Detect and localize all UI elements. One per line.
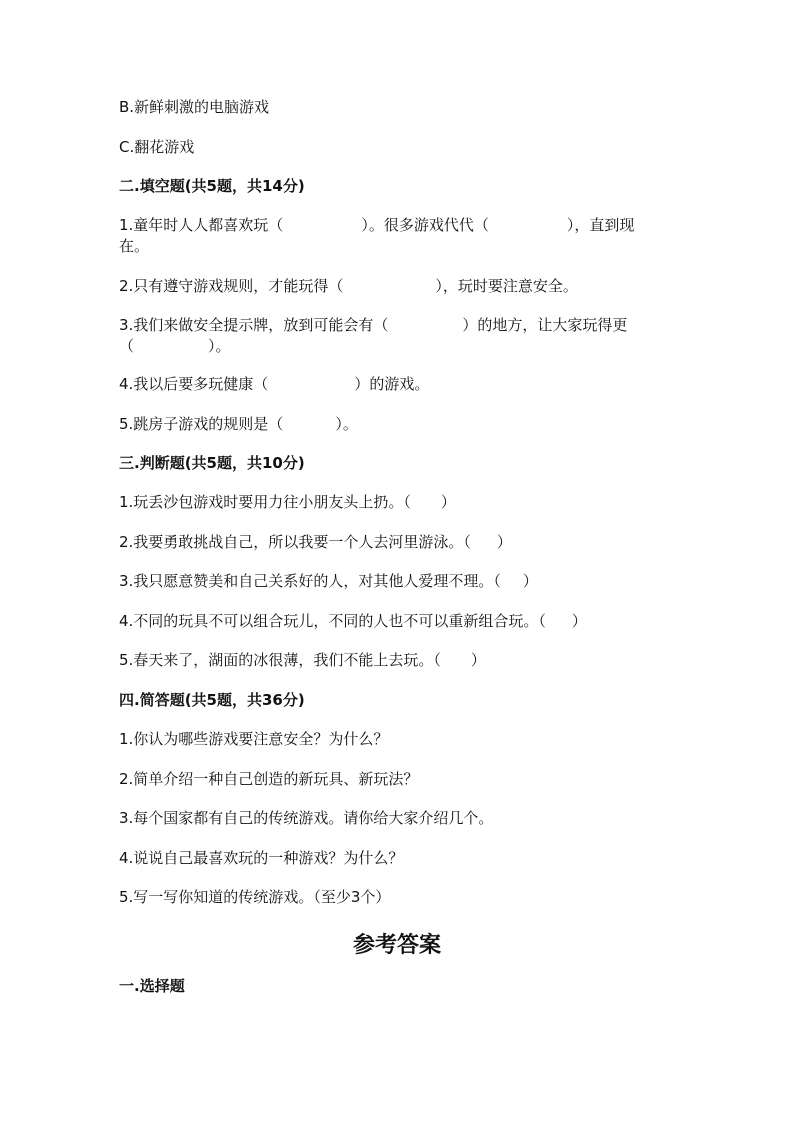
tf1-text-b: ） xyxy=(440,493,456,511)
short-answer-q1: 1.你认为哪些游戏要注意安全？为什么？ xyxy=(119,730,389,748)
short-answer-q5: 5.写一写你知道的传统游戏。（至少3个） xyxy=(119,888,391,906)
short-answer-q3: 3.每个国家都有自己的传统游戏。请你给大家介绍几个。 xyxy=(119,809,494,827)
true-false-q5 xyxy=(119,650,486,670)
option-b: B.新鲜刺激的电脑游戏 xyxy=(119,98,270,116)
fill-blank-q2 xyxy=(119,276,578,296)
fill-blank-heading: 二.填空题(共5题，共14分) xyxy=(119,177,305,195)
fill-blank-q5 xyxy=(119,414,358,434)
answers-section-heading: 一.选择题 xyxy=(119,977,185,995)
fill-blank-q1-cont: 在。 xyxy=(119,237,150,255)
q1-text-a: 1.童年时人人都喜欢玩（ xyxy=(119,216,284,234)
q3-text-d: ）。 xyxy=(208,337,231,355)
q3-text-c: （ xyxy=(119,337,135,355)
tf2-text-a: 2.我要勇敢挑战自己，所以我要一个人去河里游泳。（ xyxy=(119,533,471,551)
tf4-text-b: ） xyxy=(571,612,587,630)
fill-blank-q4 xyxy=(119,374,429,394)
tf5-text-b: ） xyxy=(470,651,486,669)
q3-text-a: 3.我们来做安全提示牌，放到可能会有（ xyxy=(119,316,389,334)
q2-text-b: ），玩时要注意安全。 xyxy=(435,277,578,295)
q4-text-a: 4.我以后要多玩健康（ xyxy=(119,375,269,393)
short-answer-q4: 4.说说自己最喜欢玩的一种游戏？为什么？ xyxy=(119,849,404,867)
tf1-text-a: 1.玩丢沙包游戏时要用力往小朋友头上扔。（ xyxy=(119,493,411,511)
true-false-q1 xyxy=(119,492,456,512)
true-false-q4 xyxy=(119,611,587,631)
tf3-text-a: 3.我只愿意赞美和自己关系好的人，对其他人爱理不理。（ xyxy=(119,572,501,590)
q5-text-b: ）。 xyxy=(335,415,358,433)
q3-text-b: ）的地方，让大家玩得更 xyxy=(462,316,628,334)
tf3-text-b: ） xyxy=(522,572,538,590)
q1-text-b: ）。很多游戏代代（ xyxy=(361,216,489,234)
true-false-heading: 三.判断题(共5题，共10分) xyxy=(119,454,305,472)
q5-text-a: 5.跳房子游戏的规则是（ xyxy=(119,415,284,433)
true-false-q2 xyxy=(119,532,512,552)
q4-text-b: ）的游戏。 xyxy=(354,375,430,393)
fill-blank-q3 xyxy=(119,315,627,335)
tf5-text-a: 5.春天来了，湖面的冰很薄，我们不能上去玩。（ xyxy=(119,651,441,669)
q2-text-a: 2.只有遵守游戏规则，才能玩得（ xyxy=(119,277,344,295)
short-answer-heading: 四.简答题(共5题，共36分) xyxy=(119,691,305,709)
answers-title: 参考答案 xyxy=(352,932,441,958)
short-answer-q2: 2.简单介绍一种自己创造的新玩具、新玩法？ xyxy=(119,770,419,788)
tf2-text-b: ） xyxy=(496,533,512,551)
option-c: C.翻花游戏 xyxy=(119,138,195,156)
fill-blank-q1 xyxy=(119,215,634,235)
tf4-text-a: 4.不同的玩具不可以组合玩儿，不同的人也不可以重新组合玩。（ xyxy=(119,612,546,630)
q1-text-c: ），直到现 xyxy=(566,216,635,234)
true-false-q3 xyxy=(119,571,538,591)
fill-blank-q3-cont xyxy=(119,336,231,356)
